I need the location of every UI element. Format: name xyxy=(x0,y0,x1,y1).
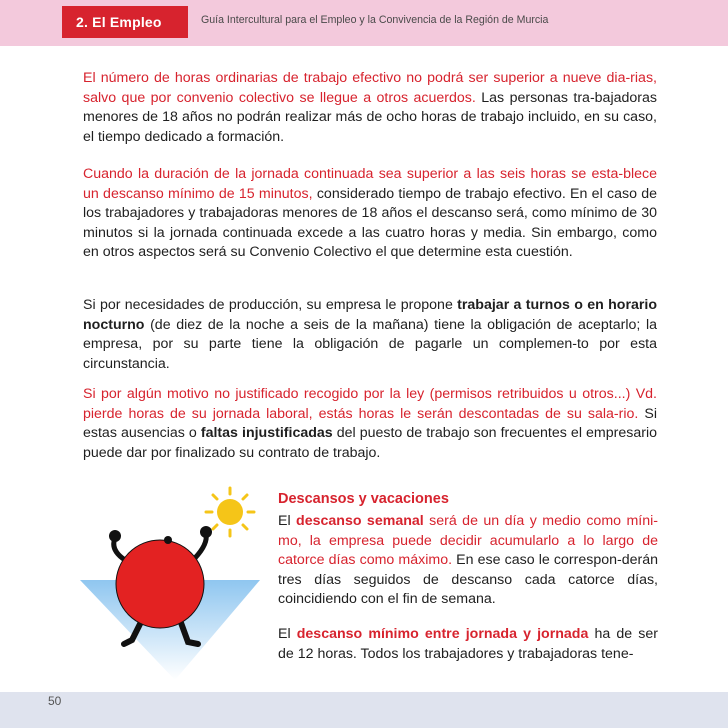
body-text: del puesto de trabajo son frecuentes el empresario puede dar por finalizado su contrato de trabajo. xyxy=(83,425,657,461)
body-text: Si por necesidades de producción, su empresa le propone xyxy=(83,297,458,313)
section-heading: Descansos y vacaciones xyxy=(278,491,449,507)
footer-band xyxy=(0,692,728,728)
body-text: considerado tiempo de trabajo efectivo. En el caso de los trabajadores y trabajadoras menores de 18 años el descanso será, como mínimo de 30 minutos si la jornada continuada excede a las cuatro horas y media. Sin embargo, como en otros aspectos será su Convenio Colectivo el que determine esta cuestión. xyxy=(83,185,658,260)
bold-term: trabajar a turnos o en horario nocturno xyxy=(83,297,657,333)
page-number: 50 xyxy=(48,694,62,708)
body-text: (de diez de la noche a seis de la mañana) tiene la obligación de aceptarlo; la empresa, por su parte tiene la obligación de pagarle un complemen-to por esta circunstancia. xyxy=(83,316,657,372)
paragraph-weekly-rest xyxy=(278,512,658,610)
highlight-text: Cuando la duración de la jornada continuada sea superior a las seis horas se esta-blece un descanso mínimo de 15 minutos, xyxy=(83,166,657,202)
bold-term: faltas injustificadas xyxy=(200,425,333,441)
sun-icon xyxy=(206,488,254,536)
paragraph-unjustified-absences xyxy=(83,385,657,463)
paragraph-shift-work xyxy=(83,296,657,374)
highlight-text: El número de horas ordinarias de trabajo efectivo no podrá ser superior a nueve dia-rias, salvo que por convenio colectivo se llegue a otros acuerdos. xyxy=(83,70,657,106)
body-text: Las personas tra-bajadoras menores de 18 años no podrán realizar más de ocho horas de trabajo incluido, en su caso, el tiempo dedicado a formación. xyxy=(83,89,657,145)
body-text: El xyxy=(278,513,297,529)
running-title: Guía Intercultural para el Empleo y la Convivencia de la Región de Murcia xyxy=(201,14,549,26)
body-text: ha de ser de 12 horas. Todos los trabajadores y trabajadoras tene- xyxy=(278,626,658,662)
highlight-text: Si por algún motivo no justificado recogido por la ley (permisos retribuidos u otros...) Vd. pierde horas de su jornada laboral, estás horas le serán descontadas de su sala-rio. xyxy=(83,386,657,422)
highlight-text: será de un día y medio como míni-mo, la empresa puede decidir acumularlo a lo largo de catorce días como máximo. xyxy=(278,513,658,568)
paragraph-working-hours xyxy=(83,69,657,147)
body-text: En ese caso le correspon-derán tres días seguidos de descanso cada catorce días, coincidiendo con el fin de semana. xyxy=(278,552,659,607)
bold-term: descanso mínimo entre jornada y jornada xyxy=(296,626,589,642)
chapter-tab: 2. El Empleo xyxy=(62,6,188,38)
sun-and-jumping-figure-illustration xyxy=(70,480,270,680)
illustration-graphic xyxy=(70,480,270,680)
paragraph-continuous-shift xyxy=(83,165,657,263)
body-text: El xyxy=(278,626,297,642)
body-text: Si estas ausencias o xyxy=(83,405,657,441)
bold-term: descanso semanal xyxy=(296,513,424,529)
paragraph-minimum-rest xyxy=(278,625,658,664)
